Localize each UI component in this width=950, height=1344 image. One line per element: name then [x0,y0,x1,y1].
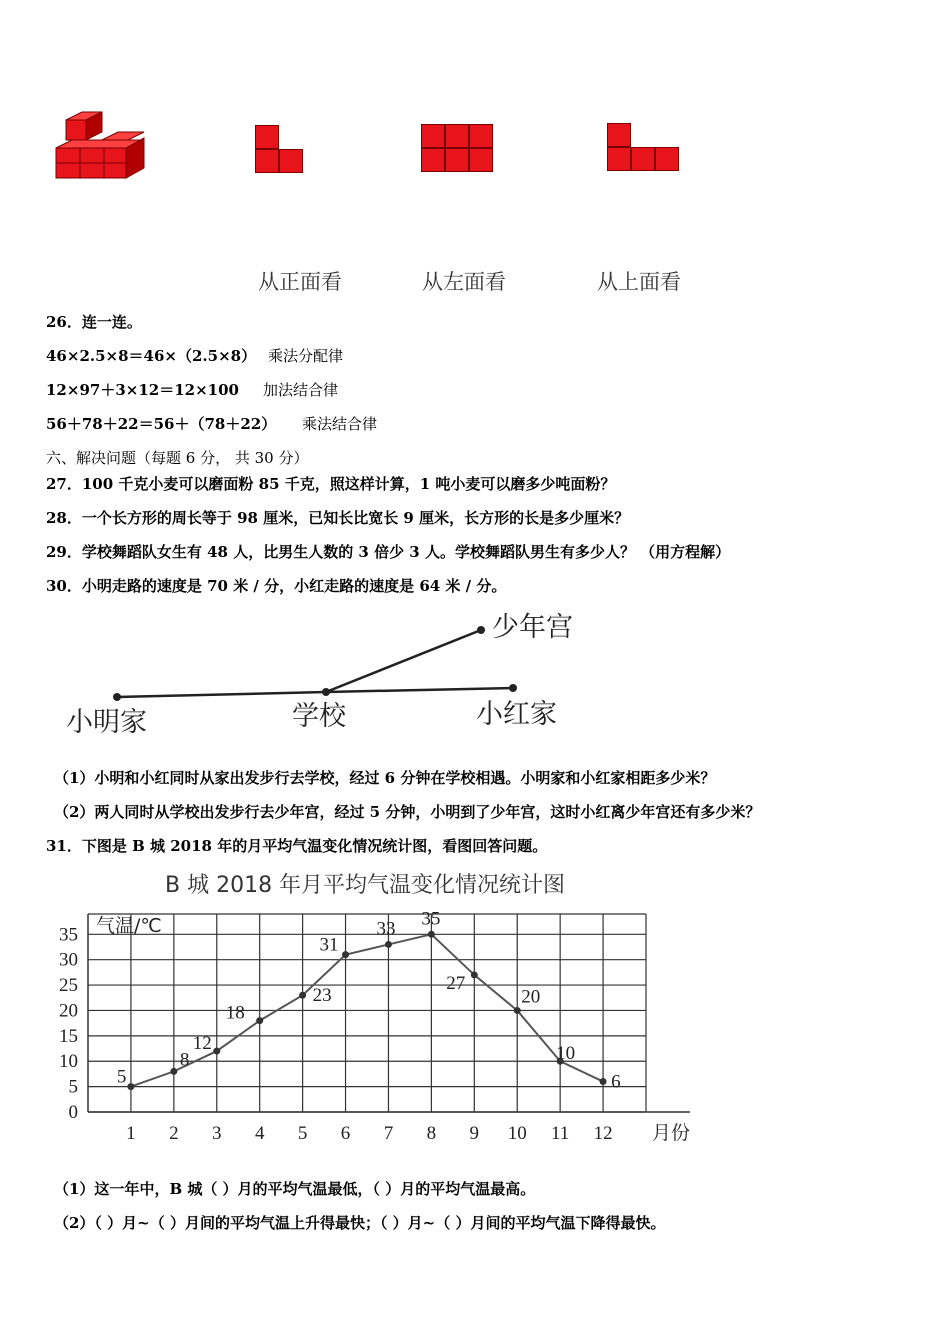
data-point [213,1048,220,1055]
left-view-label: 从左面看 [422,270,506,294]
q29-text: 29．学校舞蹈队女生有 48 人，比男生人数的 3 倍少 3 人。学校舞蹈队男生有多少人？ （用方程解） [46,543,731,561]
q26-expr-3: 56＋78＋22＝56＋（78＋22） [46,415,277,433]
q26-expr-1: 46×2.5×8＝46×（2.5×8） [46,347,257,365]
data-point [514,1007,521,1014]
section-six-heading: 六、解决问题（每题 6 分， 共 30 分） [46,449,309,467]
data-label: 6 [611,1071,621,1093]
y-tick-label: 10 [59,1051,78,1073]
road-school-palace [326,630,481,692]
y-tick-label: 20 [59,1000,78,1022]
data-label: 35 [421,908,441,930]
y-tick-label: 0 [68,1102,78,1123]
left-view-cell [421,124,445,148]
q26-law-3: 乘法结合律 [302,415,378,433]
x-tick-label: 6 [340,1123,351,1144]
x-tick-label: 3 [212,1123,222,1144]
q26-title: 26．连一连。 [46,313,142,331]
x-tick-label: 4 [254,1123,265,1144]
y-tick-label: 30 [59,949,78,971]
q31-sub1: （1）这一年中，B 城（ ）月的平均气温最低，（ ）月的平均气温最高。 [54,1180,536,1198]
top-view-label: 从上面看 [597,270,681,294]
x-axis-label: 月份 [652,1122,691,1144]
x-tick-label: 1 [126,1123,136,1144]
y-tick-label: 5 [68,1076,78,1098]
left-view-cell [445,148,469,172]
road-xiaoming-school [117,692,326,697]
x-tick-label: 5 [297,1123,308,1144]
school-point [322,688,330,696]
q26-law-2: 加法结合律 [263,381,339,399]
q26-expr-2: 12×97＋3×12＝12×100 [46,381,239,399]
left-view-cell [469,124,493,148]
y-tick-label: 35 [59,924,78,946]
top-view-cell [607,147,631,171]
data-label: 31 [319,934,339,956]
y-tick-label: 25 [59,975,78,997]
front-view-cell [255,125,279,149]
data-label: 33 [376,918,396,940]
data-labels [117,908,621,1092]
q31-sub2: （2）（ ）月~（ ）月间的平均气温上升得最快；（ ）月~（ ）月间的平均气温下降得最快。 [54,1214,666,1232]
front-view-cell [255,149,279,173]
q30-stem: 30．小明走路的速度是 70 米 / 分，小红走路的速度是 64 米 / 分。 [46,577,507,595]
x-tick-label: 7 [383,1123,394,1144]
q30-sub1: （1）小明和小红同时从家出发步行去学校，经过 6 分钟在学校相遇。小明家和小红家相距多少米？ [54,769,716,787]
xiaoming-home-label: 小明家 [66,707,147,738]
data-label: 12 [192,1033,212,1055]
x-tick-label: 11 [551,1123,570,1144]
xiaohong-home-label: 小红家 [476,699,557,730]
route-map [46,606,596,740]
data-label: 23 [312,985,332,1007]
data-label: 27 [446,972,466,994]
q28-text: 28．一个长方形的周长等于 98 厘米，已知长比宽长 9 厘米，长方形的长是多少厘米？ [46,509,630,527]
x-tick-label: 12 [593,1123,613,1144]
y-axis-ticks [59,924,78,1123]
q30-sub2: （2）两人同时从学校出发步行去少年宫，经过 5 分钟，小明到了少年宫，这时小红离少年宫还有多少米？ [54,803,761,821]
data-point [299,992,306,999]
x-tick-label: 10 [507,1123,527,1144]
data-label: 20 [521,986,541,1008]
data-point [170,1068,177,1075]
top-view-cell [631,147,655,171]
palace-label: 少年宫 [492,612,573,643]
front-view-cell [279,149,303,173]
data-label: 18 [225,1002,245,1024]
xiaoming-home-point [113,693,121,701]
school-label: 学校 [292,701,346,732]
palace-point [477,626,485,634]
data-point [600,1078,607,1085]
left-view-cell [445,124,469,148]
road-school-xiaohong [326,688,513,692]
q31-stem: 31．下图是 B 城 2018 年的月平均气温变化情况统计图，看图回答问题。 [46,837,548,855]
left-view-cell [469,148,493,172]
data-label: 5 [116,1066,127,1088]
chart-title: B 城 2018 年月平均气温变化情况统计图 [165,873,566,898]
top-view-cell [607,123,631,147]
cube-stack-3d [52,108,152,184]
data-point [385,941,392,948]
y-axis-label: 气温/℃ [96,915,162,937]
q26-law-1: 乘法分配律 [268,347,344,365]
data-label: 10 [556,1043,576,1065]
data-label: 8 [179,1049,190,1071]
front-view-label: 从正面看 [258,270,342,294]
y-tick-label: 15 [59,1025,78,1047]
x-tick-label: 2 [169,1123,179,1144]
q27-text: 27．100 千克小麦可以磨面粉 85 千克，照这样计算，1 吨小麦可以磨多少吨面粉？ [46,475,616,493]
data-point [471,971,478,978]
x-axis-ticks [126,1123,612,1144]
temperature-line-chart [0,862,720,1152]
data-point [127,1083,134,1090]
data-point [256,1017,263,1024]
top-view-cell [655,147,679,171]
data-point [428,931,435,938]
x-tick-label: 8 [426,1123,437,1144]
x-tick-label: 9 [469,1123,480,1144]
data-point [342,951,349,958]
left-view-cell [421,148,445,172]
xiaohong-home-point [509,684,517,692]
